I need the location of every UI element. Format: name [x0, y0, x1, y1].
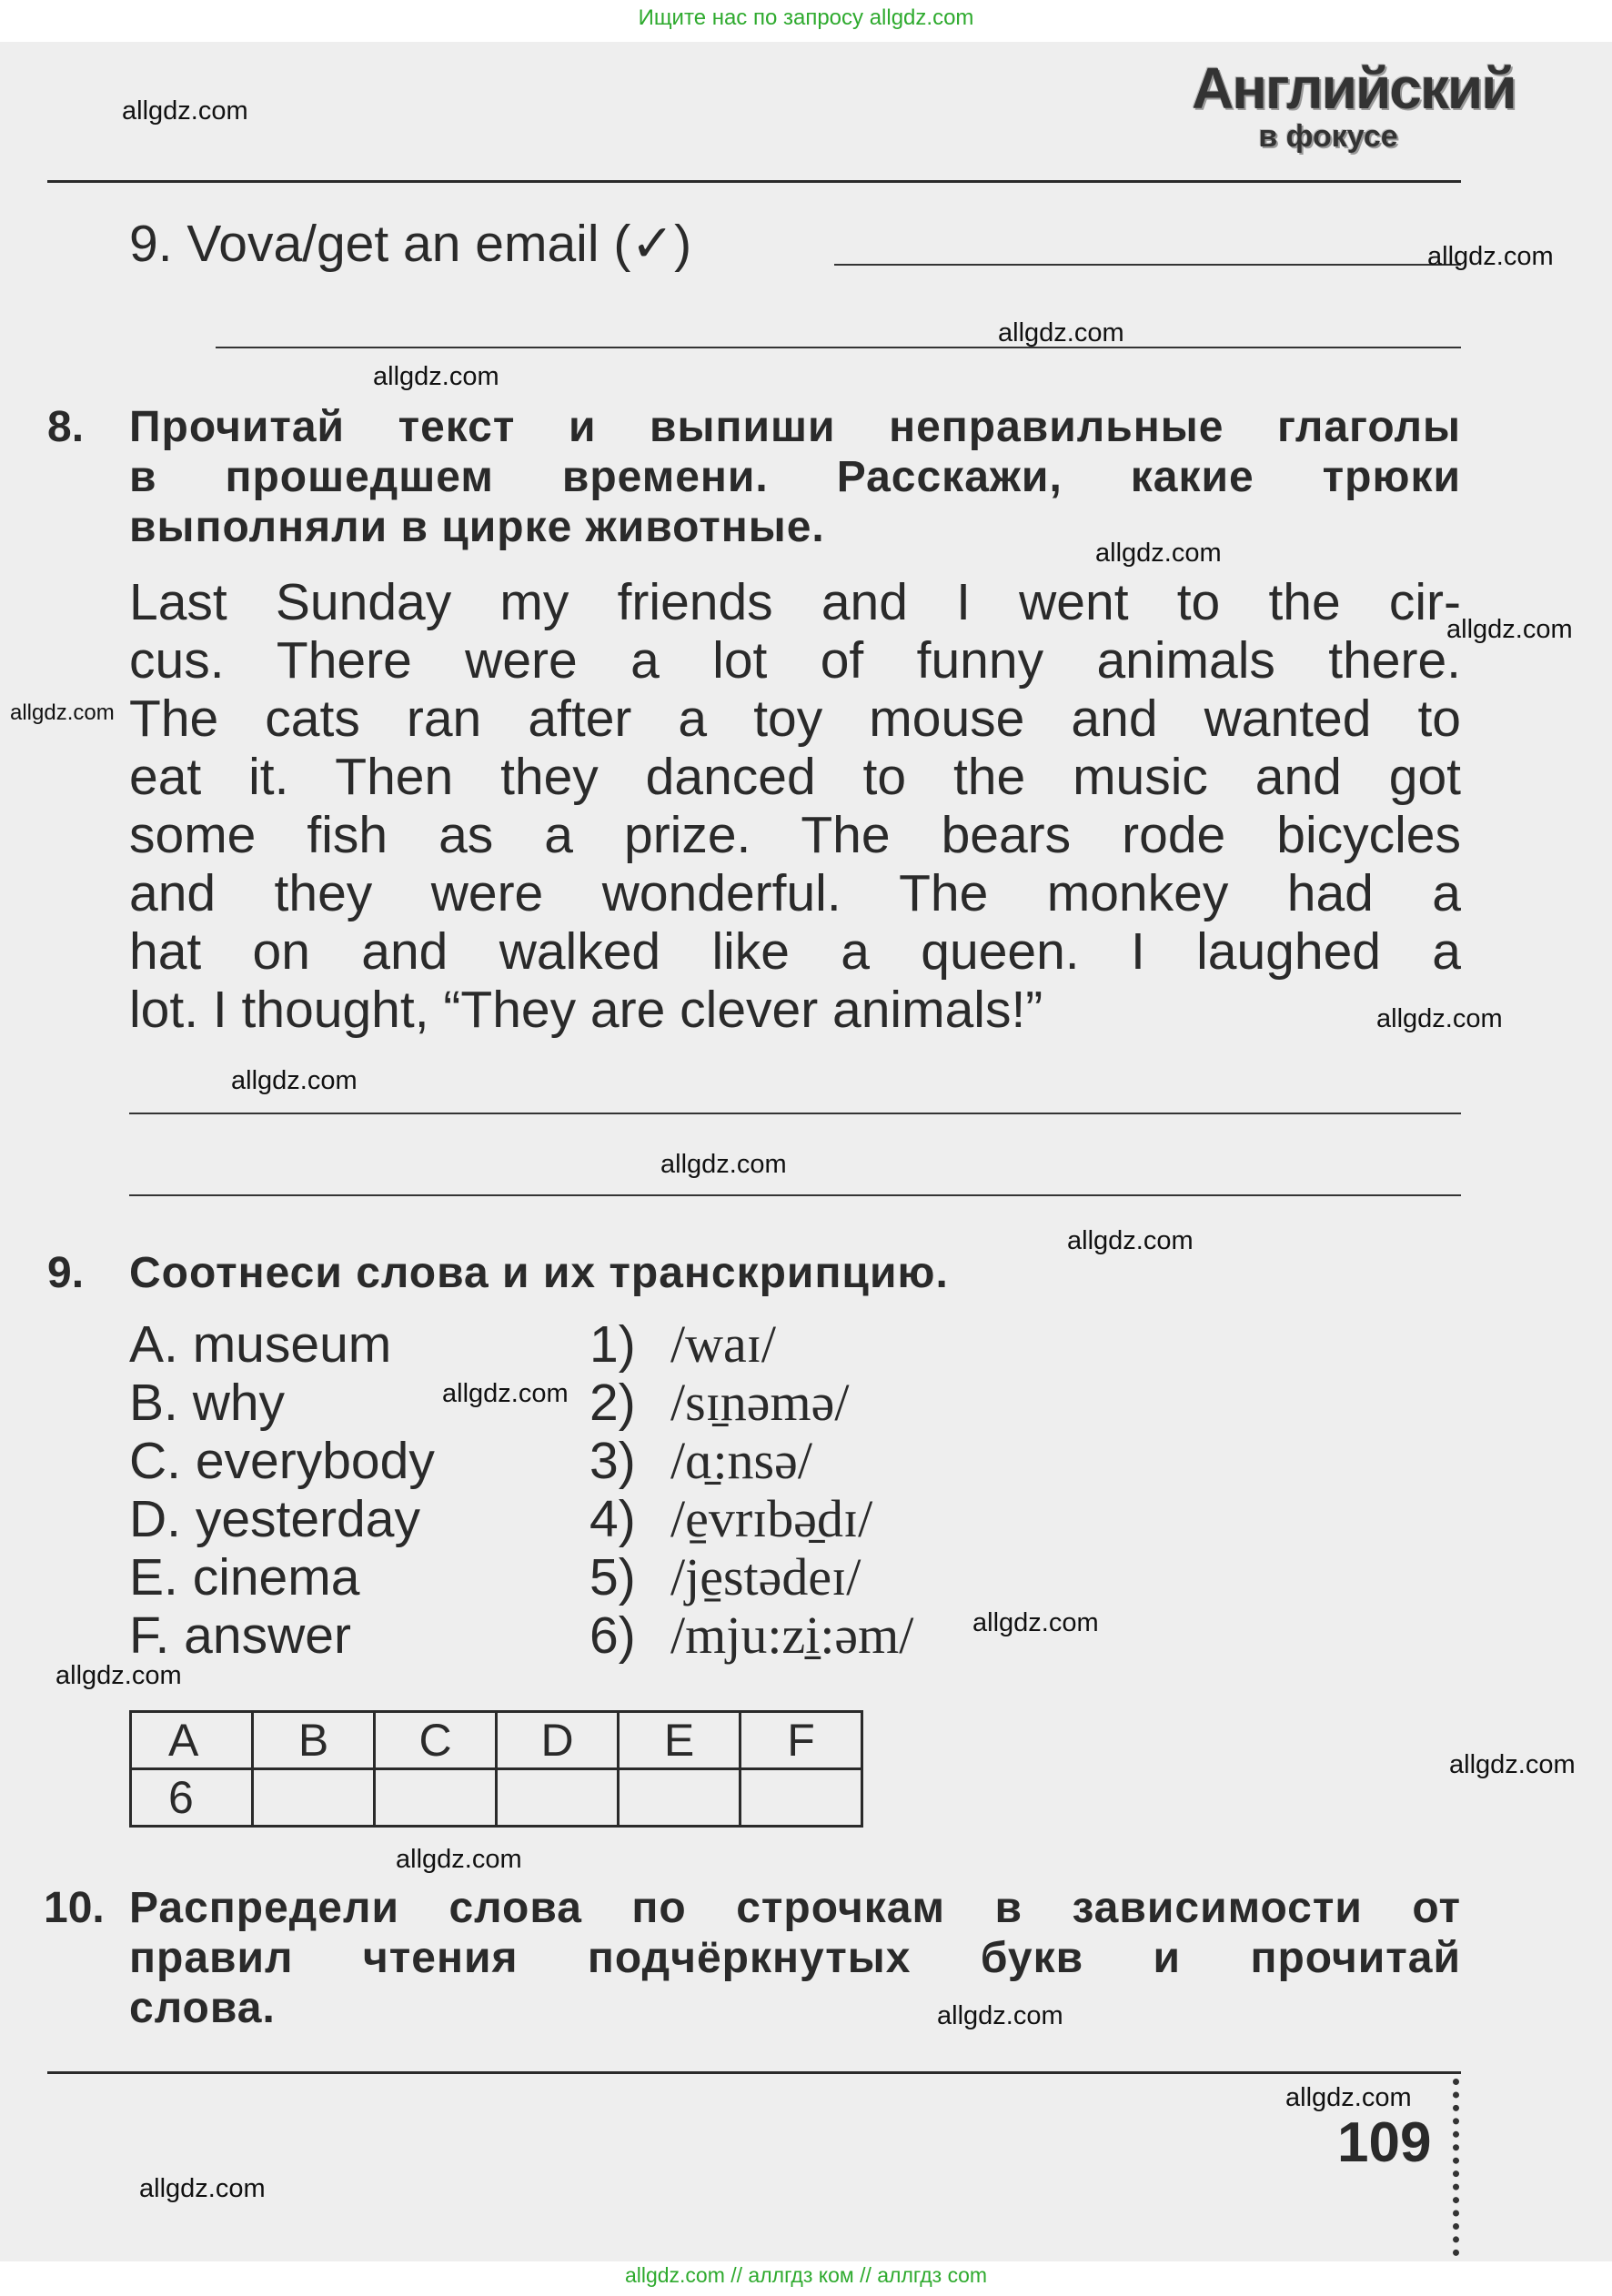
- task-number: 9.: [47, 1249, 85, 1297]
- bottom-divider: [47, 2071, 1461, 2074]
- watermark[interactable]: allgdz.com: [1449, 1750, 1576, 1779]
- table-cell[interactable]: [741, 1769, 862, 1827]
- book-logo: [1192, 55, 1516, 154]
- answer-line: [129, 1113, 1461, 1114]
- watermark[interactable]: allgdz.com: [442, 1379, 569, 1408]
- watermark[interactable]: allgdz.com: [660, 1150, 787, 1179]
- watermark[interactable]: allgdz.com: [396, 1845, 522, 1874]
- answer-table: [129, 1710, 863, 1828]
- watermark[interactable]: allgdz.com: [1376, 1004, 1503, 1033]
- answer-line: [216, 347, 1461, 348]
- task-header: слова.: [129, 1984, 276, 2032]
- transcription: /e̱vrɪbə̱dɪ/: [670, 1489, 873, 1548]
- watermark[interactable]: allgdz.com: [55, 1661, 182, 1690]
- top-banner[interactable]: Ищите нас по запросу allgdz.com: [638, 5, 974, 30]
- watermark[interactable]: allgdz.com: [139, 2174, 266, 2203]
- option-number: 5): [589, 1548, 636, 1606]
- text-line: Last Sunday my friends and I went to the cir-: [129, 573, 1461, 631]
- watermark[interactable]: allgdz.com: [1095, 539, 1222, 568]
- bottom-banner[interactable]: allgdz.com // аллгдз ком // аллгдз com: [624, 2263, 988, 2287]
- word-item: E. cinema: [129, 1548, 360, 1606]
- watermark[interactable]: allgdz.com: [1427, 242, 1554, 271]
- option-number: 3): [589, 1432, 636, 1490]
- answer-line: [129, 1194, 1461, 1196]
- task-header: в прошедшем времени. Расскажи, какие трюки: [129, 453, 1461, 501]
- table-cell[interactable]: [497, 1769, 619, 1827]
- table-row: [131, 1769, 862, 1827]
- watermark[interactable]: allgdz.com: [373, 362, 499, 391]
- watermark[interactable]: allgdz.com: [122, 96, 248, 126]
- table-cell[interactable]: 6: [131, 1769, 253, 1827]
- transcription: /mju:zi̱:əm/: [670, 1606, 914, 1665]
- watermark[interactable]: allgdz.com: [972, 1608, 1099, 1637]
- table-header: E: [619, 1712, 741, 1769]
- option-number: 1): [589, 1315, 636, 1374]
- watermark[interactable]: allgdz.com: [231, 1066, 358, 1095]
- text-line: lot. I thought, “They are clever animals!”: [129, 981, 1043, 1039]
- watermark[interactable]: allgdz.com: [998, 318, 1124, 347]
- table-header: F: [741, 1712, 862, 1769]
- table-header: C: [375, 1712, 497, 1769]
- transcription: /ɑ̱:nsə/: [670, 1431, 812, 1490]
- watermark[interactable]: allgdz.com: [1067, 1226, 1194, 1255]
- text-line: hat on and walked like a queen. I laughed a: [129, 922, 1461, 981]
- option-number: 6): [589, 1606, 636, 1665]
- task-number: 8.: [47, 403, 85, 451]
- word-item: D. yesterday: [129, 1490, 420, 1548]
- table-header-row: [131, 1712, 862, 1769]
- word-item: C. everybody: [129, 1432, 435, 1490]
- option-number: 2): [589, 1374, 636, 1432]
- transcription: /je̱stədeɪ/: [670, 1547, 861, 1606]
- logo-subtitle: в фокусе: [1258, 119, 1398, 154]
- task-header: Распредели слова по строчкам в зависимости от: [129, 1884, 1461, 1932]
- table-header: D: [497, 1712, 619, 1769]
- transcription: /waɪ/: [670, 1314, 776, 1374]
- word-item: B. why: [129, 1374, 286, 1432]
- table-cell[interactable]: [619, 1769, 741, 1827]
- task-header: Соотнеси слова и их транскрипцию.: [129, 1249, 949, 1297]
- text-line: The cats ran after a toy mouse and wanted to: [129, 690, 1461, 748]
- task-header: правил чтения подчёркнутых букв и прочитай: [129, 1934, 1461, 1982]
- task-header: Прочитай текст и выпиши неправильные глаголы: [129, 403, 1461, 451]
- page-number: 109: [1337, 2111, 1432, 2174]
- word-item: A. museum: [129, 1315, 392, 1374]
- previous-item: 9. Vova/get an email (✓): [129, 215, 692, 273]
- watermark[interactable]: allgdz.com: [10, 700, 115, 725]
- dotted-margin-line: [1453, 2079, 1459, 2256]
- transcription: /sɪ̱nəmə/: [670, 1373, 850, 1432]
- watermark[interactable]: allgdz.com: [1446, 615, 1573, 644]
- watermark[interactable]: allgdz.com: [1285, 2083, 1412, 2112]
- option-number: 4): [589, 1490, 636, 1548]
- task-number: 10.: [44, 1884, 105, 1932]
- text-line: cus. There were a lot of funny animals there.: [129, 631, 1461, 690]
- watermark[interactable]: allgdz.com: [937, 2001, 1063, 2030]
- table-cell[interactable]: [253, 1769, 375, 1827]
- answer-line: [834, 264, 1461, 266]
- logo-title: Английский: [1192, 55, 1516, 121]
- top-divider: [47, 180, 1461, 183]
- text-line: some fish as a prize. The bears rode bicycles: [129, 806, 1461, 864]
- word-item: F. answer: [129, 1606, 351, 1665]
- task-header: выполняли в цирке животные.: [129, 503, 825, 551]
- text-line: and they were wonderful. The monkey had a: [129, 864, 1461, 922]
- text-line: eat it. Then they danced to the music and got: [129, 748, 1461, 806]
- table-header: B: [253, 1712, 375, 1769]
- table-header: A: [131, 1712, 253, 1769]
- table-cell[interactable]: [375, 1769, 497, 1827]
